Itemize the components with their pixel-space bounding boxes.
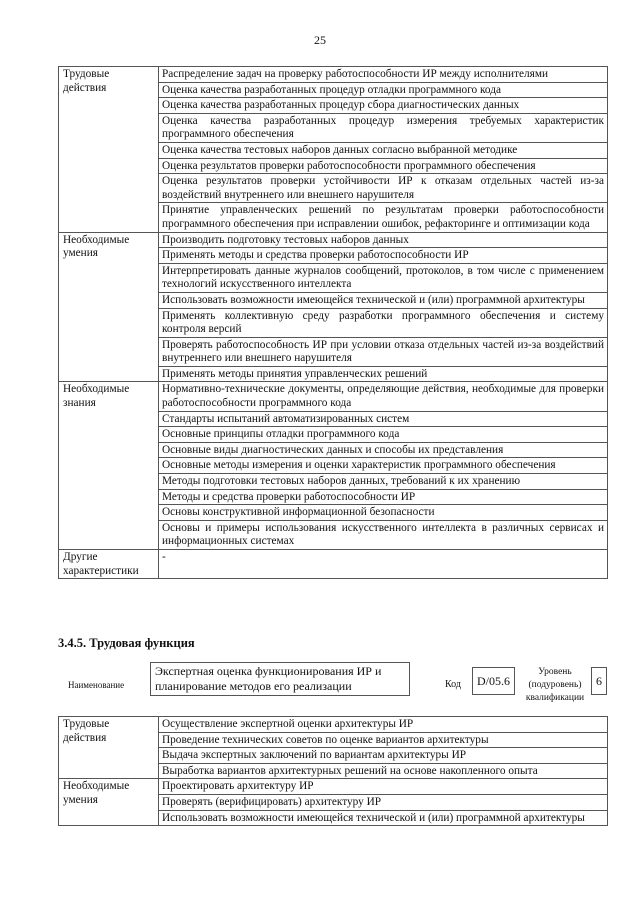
item-cell: Осуществление экспертной оценки архитектуры ИР	[159, 717, 608, 733]
table-row	[59, 779, 608, 795]
item-cell: Основы и примеры использования искусственного интеллекта в различных сервисах и информационных системах	[159, 520, 608, 549]
section-title: 3.4.5. Трудовая функция	[58, 636, 195, 650]
category-cell: Необходимые умения	[59, 779, 159, 826]
item-cell: Использовать возможности имеющейся технической и (или) программной архитектуры	[159, 292, 608, 308]
category-cell: Трудовые действия	[59, 717, 159, 779]
table-row	[59, 232, 608, 248]
code-label: Код	[445, 679, 461, 690]
item-cell: Применять методы и средства проверки работоспособности ИР	[159, 248, 608, 264]
item-cell: Методы и средства проверки работоспособности ИР	[159, 489, 608, 505]
item-cell: Интерпретировать данные журналов сообщений, протоколов, в том числе с применением технологий искусственного интеллекта	[159, 263, 608, 292]
item-cell: Проверять работоспособность ИР при условии отказа отдельных частей из-за воздействий внутреннего или внешнего нарушителя	[159, 337, 608, 366]
item-cell: Оценка качества разработанных процедур сбора диагностических данных	[159, 98, 608, 114]
competency-table-1	[58, 66, 608, 579]
category-cell: Другие характеристики	[59, 550, 159, 579]
item-cell: Основные методы измерения и оценки характеристик программного обеспечения	[159, 458, 608, 474]
item-cell: Применять методы принятия управленческих решений	[159, 366, 608, 382]
category-cell: Необходимые умения	[59, 232, 159, 382]
item-cell: Применять коллективную среду разработки программного обеспечения и систему контроля версий	[159, 308, 608, 337]
function-name-box: Экспертная оценка функционирования ИР и планирование методов его реализации	[150, 662, 410, 696]
item-cell: Оценка качества тестовых наборов данных согласно выбранной методике	[159, 142, 608, 158]
table-row	[59, 382, 608, 411]
item-cell: Проектировать архитектуру ИР	[159, 779, 608, 795]
table-row	[59, 67, 608, 83]
item-cell: Стандарты испытаний автоматизированных систем	[159, 411, 608, 427]
item-cell: -	[159, 550, 608, 579]
item-cell: Использовать возможности имеющейся технической и (или) программной архитектуры	[159, 810, 608, 826]
item-cell: Нормативно-технические документы, определяющие действия, необходимые для проверки работоспособности программного кода	[159, 382, 608, 411]
level-value-box: 6	[591, 667, 607, 695]
table-row	[59, 550, 608, 579]
table-row	[59, 717, 608, 733]
item-cell: Оценка результатов проверки работоспособности программного обеспечения	[159, 158, 608, 174]
item-cell: Оценка результатов проверки устойчивости ИР к отказам отдельных частей из-за воздействий внутреннего или внешнего нарушителя	[159, 174, 608, 203]
competency-table-2	[58, 716, 608, 826]
category-cell: Необходимые знания	[59, 382, 159, 550]
code-value-box: D/05.6	[472, 667, 515, 695]
item-cell: Оценка качества разработанных процедур измерения требуемых характеристик программного обеспечения	[159, 113, 608, 142]
item-cell: Оценка качества разработанных процедур отладки программного кода	[159, 82, 608, 98]
page-number: 25	[314, 33, 326, 47]
item-cell: Проверять (верифицировать) архитектуру ИР	[159, 794, 608, 810]
item-cell: Принятие управленческих решений по результатам проверки работоспособности программного обеспечения при исправлении ошибок, рефакторинге и оптимизации кода	[159, 203, 608, 232]
item-cell: Выработка вариантов архитектурных решений на основе накопленного опыта	[159, 763, 608, 779]
level-label: Уровень (подуровень) квалификации	[525, 667, 585, 703]
item-cell: Основные принципы отладки программного кода	[159, 427, 608, 443]
item-cell: Распределение задач на проверку работоспособности ИР между исполнителями	[159, 67, 608, 83]
item-cell: Методы подготовки тестовых наборов данных, требований к их хранению	[159, 474, 608, 490]
item-cell: Основы конструктивной информационной безопасности	[159, 505, 608, 521]
category-cell: Трудовые действия	[59, 67, 159, 233]
item-cell: Производить подготовку тестовых наборов данных	[159, 232, 608, 248]
item-cell: Выдача экспертных заключений по вариантам архитектуры ИР	[159, 748, 608, 764]
item-cell: Основные виды диагностических данных и способы их представления	[159, 442, 608, 458]
name-label: Наименование	[68, 680, 125, 690]
item-cell: Проведение технических советов по оценке вариантов архитектуры	[159, 732, 608, 748]
